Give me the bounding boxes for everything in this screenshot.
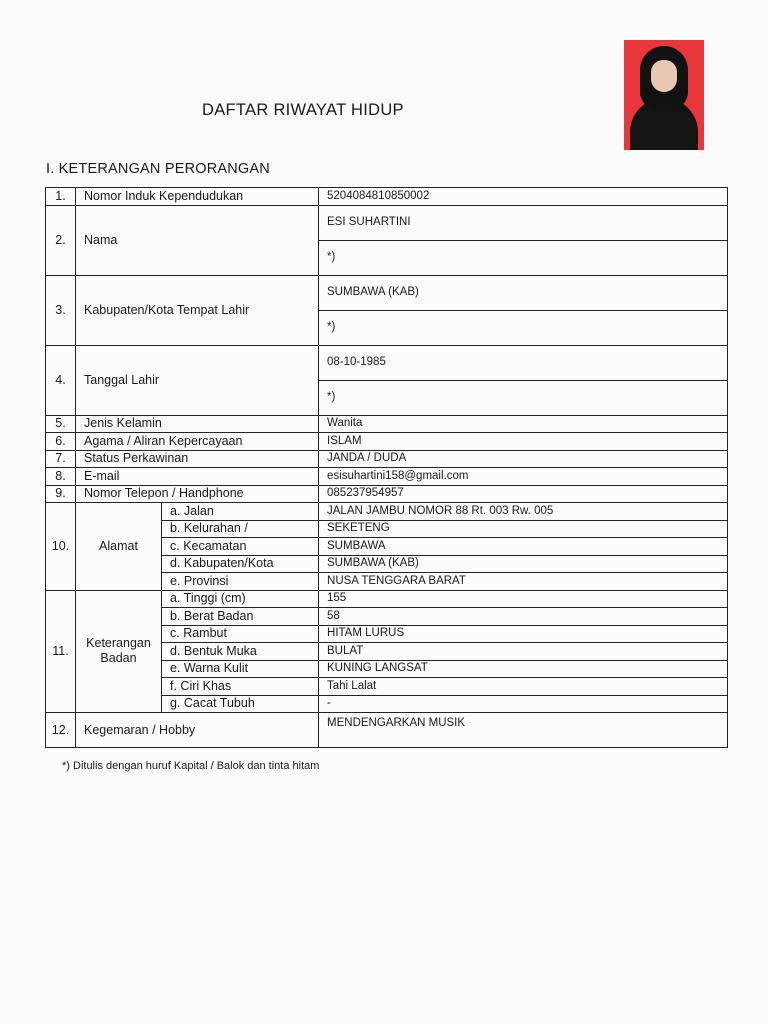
row-number: 10. bbox=[46, 503, 76, 591]
sub-value: Tahi Lalat bbox=[319, 678, 728, 696]
row-label: Kabupaten/Kota Tempat Lahir bbox=[76, 275, 319, 345]
sub-label: c. Kecamatan bbox=[162, 538, 319, 556]
row-number: 5. bbox=[46, 415, 76, 433]
sub-value: 155 bbox=[319, 590, 728, 608]
row-label: Nama bbox=[76, 205, 319, 275]
row-label: Kegemaran / Hobby bbox=[76, 713, 319, 748]
row-label-line: Keterangan bbox=[86, 636, 151, 651]
row-value: 08-10-1985 bbox=[319, 345, 728, 380]
photo-face bbox=[651, 60, 677, 92]
row-number: 1. bbox=[46, 188, 76, 206]
row-label: Nomor Induk Kependudukan bbox=[76, 188, 319, 206]
row-label: Tanggal Lahir bbox=[76, 345, 319, 415]
sub-label: b. Kelurahan / bbox=[162, 520, 319, 538]
row-value: ESI SUHARTINI bbox=[319, 205, 728, 240]
table-row bbox=[46, 713, 728, 748]
table-row bbox=[46, 275, 728, 310]
sub-value: HITAM LURUS bbox=[319, 625, 728, 643]
row-number: 7. bbox=[46, 450, 76, 468]
row-label: Status Perkawinan bbox=[76, 450, 319, 468]
row-label bbox=[76, 590, 162, 713]
table-row bbox=[46, 205, 728, 240]
document-title: DAFTAR RIWAYAT HIDUP bbox=[202, 101, 404, 119]
row-value-note: *) bbox=[319, 310, 728, 345]
profile-photo bbox=[624, 40, 704, 150]
sub-label: a. Jalan bbox=[162, 503, 319, 521]
sub-value: SUMBAWA (KAB) bbox=[319, 555, 728, 573]
sub-label: f. Ciri Khas bbox=[162, 678, 319, 696]
row-label-line: Badan bbox=[100, 651, 137, 666]
sub-label: d. Bentuk Muka bbox=[162, 643, 319, 661]
row-label: E-mail bbox=[76, 468, 319, 486]
row-number: 3. bbox=[46, 275, 76, 345]
row-label: Jenis Kelamin bbox=[76, 415, 319, 433]
row-value-note: *) bbox=[319, 240, 728, 275]
sub-value: NUSA TENGGARA BARAT bbox=[319, 573, 728, 591]
sub-label: e. Warna Kulit bbox=[162, 660, 319, 678]
row-value: 085237954957 bbox=[319, 485, 728, 503]
sub-label: b. Berat Badan bbox=[162, 608, 319, 626]
sub-value: SUMBAWA bbox=[319, 538, 728, 556]
row-label: Alamat bbox=[76, 503, 162, 591]
row-value-note: *) bbox=[319, 380, 728, 415]
sub-label: g. Cacat Tubuh bbox=[162, 695, 319, 713]
sub-value: JALAN JAMBU NOMOR 88 Rt. 003 Rw. 005 bbox=[319, 503, 728, 521]
row-number: 8. bbox=[46, 468, 76, 486]
row-label: Nomor Telepon / Handphone bbox=[76, 485, 319, 503]
row-value: MENDENGARKAN MUSIK bbox=[319, 713, 728, 748]
row-number: 12. bbox=[46, 713, 76, 748]
sub-value: - bbox=[319, 695, 728, 713]
row-number: 6. bbox=[46, 433, 76, 451]
table-row bbox=[46, 503, 728, 521]
row-value: ISLAM bbox=[319, 433, 728, 451]
sub-value: SEKETENG bbox=[319, 520, 728, 538]
sub-label: d. Kabupaten/Kota bbox=[162, 555, 319, 573]
row-value: Wanita bbox=[319, 415, 728, 433]
sub-value: 58 bbox=[319, 608, 728, 626]
row-number: 4. bbox=[46, 345, 76, 415]
table-row bbox=[46, 468, 728, 486]
row-number: 11. bbox=[46, 590, 76, 713]
row-number: 9. bbox=[46, 485, 76, 503]
table-row bbox=[46, 433, 728, 451]
row-value: esisuhartini158@gmail.com bbox=[319, 468, 728, 486]
sub-label: e. Provinsi bbox=[162, 573, 319, 591]
table-row bbox=[46, 450, 728, 468]
row-value: JANDA / DUDA bbox=[319, 450, 728, 468]
footnote: *) Ditulis dengan huruf Kapital / Balok dan tinta hitam bbox=[62, 760, 320, 772]
row-value: 5204084810850002 bbox=[319, 188, 728, 206]
section-heading: I. KETERANGAN PERORANGAN bbox=[46, 161, 270, 177]
table-row bbox=[46, 345, 728, 380]
table-row bbox=[46, 188, 728, 206]
table-row bbox=[46, 415, 728, 433]
table-row bbox=[46, 590, 728, 608]
row-label: Agama / Aliran Kepercayaan bbox=[76, 433, 319, 451]
row-value: SUMBAWA (KAB) bbox=[319, 275, 728, 310]
row-number: 2. bbox=[46, 205, 76, 275]
table-row bbox=[46, 485, 728, 503]
sub-label: c. Rambut bbox=[162, 625, 319, 643]
sub-value: KUNING LANGSAT bbox=[319, 660, 728, 678]
personal-info-table bbox=[45, 187, 728, 748]
sub-label: a. Tinggi (cm) bbox=[162, 590, 319, 608]
sub-value: BULAT bbox=[319, 643, 728, 661]
